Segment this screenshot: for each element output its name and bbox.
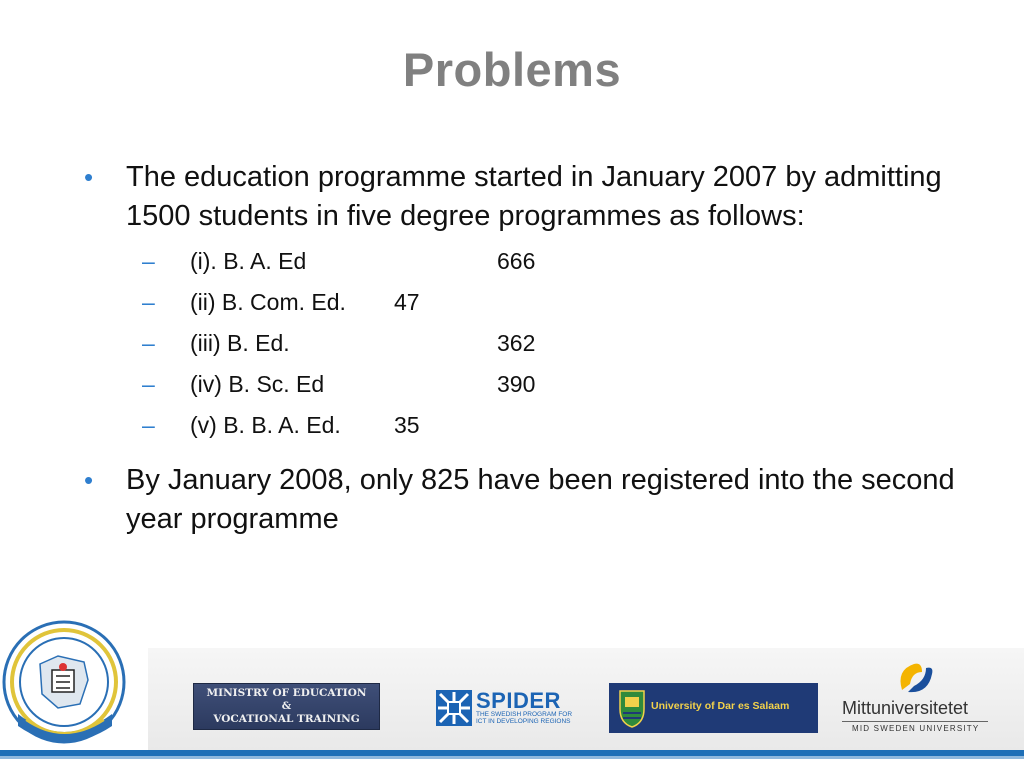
bullet-list [84, 158, 984, 539]
spider-mark-icon [436, 690, 472, 726]
list-item [84, 246, 984, 287]
bullet-item [84, 158, 984, 236]
footer-line-light [0, 756, 1024, 759]
bullet-text: By January 2008, only 825 have been registered into the second year programme [126, 464, 955, 535]
dash-icon: – [142, 371, 155, 397]
dash-icon: – [142, 330, 155, 356]
bullet-item [84, 461, 984, 539]
bullet-dot-icon: • [84, 465, 94, 495]
miun-divider [842, 721, 988, 722]
bullet-text: The education programme started in January 2007 by admitting 1500 students in five degree programmes as follows: [126, 161, 942, 232]
spider-tagline: THE SWEDISH PROGRAM FOR ICT IN DEVELOPING REGIONS [476, 711, 573, 725]
udsm-logo [609, 683, 818, 733]
list-item [84, 287, 984, 328]
udsm-crest-icon [617, 687, 647, 729]
list-item [84, 369, 984, 410]
spider-word: SPIDER [476, 688, 561, 713]
dash-icon: – [142, 289, 155, 315]
bullet-dot-icon: • [84, 162, 94, 192]
programme-count: 362 [497, 330, 536, 356]
miun-mark-icon [892, 658, 938, 698]
dash-icon: – [142, 248, 155, 274]
programme-count: 666 [497, 248, 536, 274]
programme-count: 35 [394, 412, 420, 438]
list-item [84, 410, 984, 451]
moe-line: & [281, 700, 292, 712]
open-university-logo [0, 618, 130, 750]
udsm-name: University of Dar es Salaam [651, 700, 790, 712]
mid-sweden-university-logo [840, 658, 990, 738]
miun-name: Mittuniversitetet [842, 698, 969, 718]
dash-icon: – [142, 412, 155, 438]
slide-title: Problems [402, 43, 622, 96]
programme-count: 390 [497, 371, 536, 397]
programme-label: (ii) B. Com. Ed. [190, 289, 346, 315]
spider-logo [436, 688, 574, 728]
programme-count: 47 [394, 289, 420, 315]
moe-line: VOCATIONAL TRAINING [213, 713, 360, 725]
programme-list [84, 246, 984, 451]
programme-label: (iii) B. Ed. [190, 330, 290, 356]
moe-line: MINISTRY OF EDUCATION [206, 687, 367, 699]
programme-label: (i). B. A. Ed [190, 248, 307, 274]
miun-subtitle: MID SWEDEN UNIVERSITY [852, 724, 980, 733]
programme-label: (v) B. B. A. Ed. [190, 412, 341, 438]
list-item [84, 328, 984, 369]
programme-label: (iv) B. Sc. Ed [190, 371, 325, 397]
ministry-of-education-logo [193, 683, 380, 730]
